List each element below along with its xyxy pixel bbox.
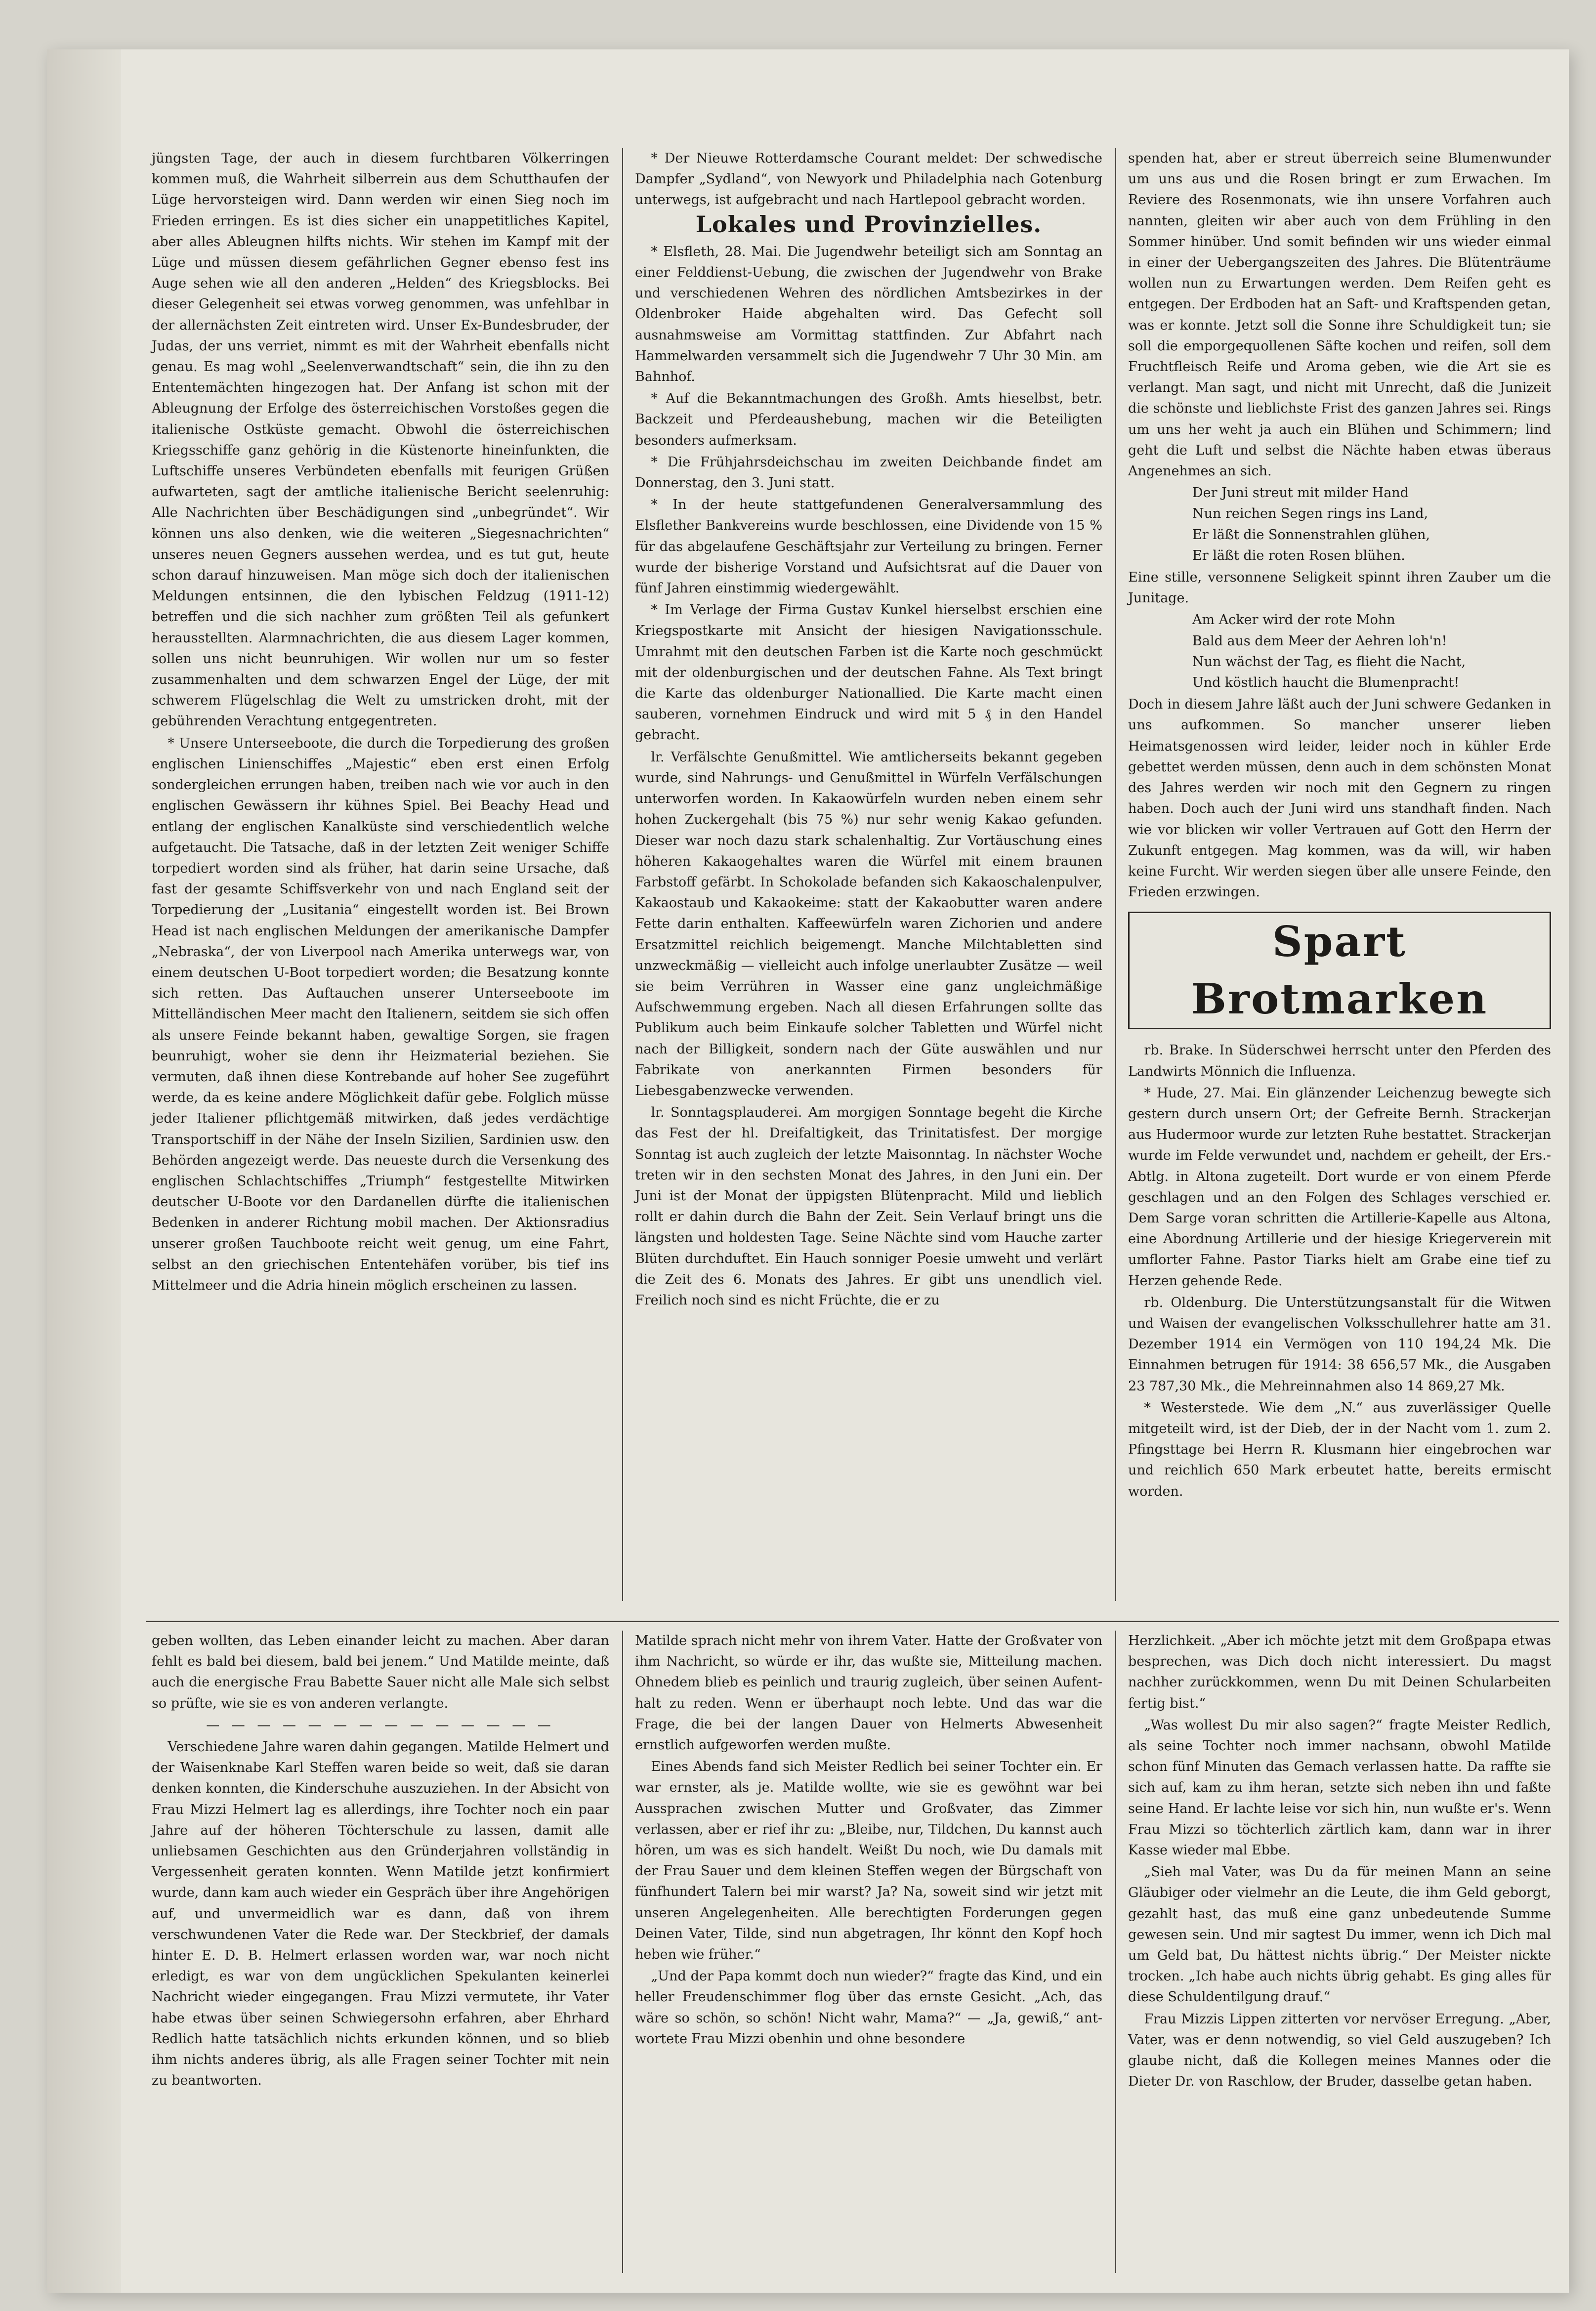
poem-stanza xyxy=(1192,483,1551,566)
article-paragraph: * Westerstede. Wie dem „N.“ aus zuverlässiger Quelle mitgeteilt wird, ist der Dieb, der in der Nacht vom 1. zum 2. Pfingsttage bei Herrn R. Klusmann hier eingebrochen war und reichlich 650 Mark erbeutet hatte, bereits ermischt worden. xyxy=(1128,1400,1551,1499)
story-paragraph: Verschiedene Jahre waren dahin gegangen. Matilde Helmert und der Waisenknabe Karl Steffen waren beide so weit, daß sie daran denken konnten, die Kinderschuhe auszuziehen. In der Absicht von Frau Mizzi Helmert lag es allerdings, ihre Tochter noch ein paar Jahre auf der höheren Töchterschule zu lassen, damit alle unliebsamen Geschichten aus den Gründerjahren vollständig in Vergessenheit geraten konnten. Wenn Matilde jetzt konfirmiert wurde, dann kam auch wieder ein Gespräch über ihre Angehörigen auf, und unvermeidlich war es dann, daß von ihrem verschwundenen Vater die Rede war. Der Steckbrief, der damals hinter E. D. B. Helmert erlassen worden war, war noch nicht erledigt, es war von dem ungücklichen Spekulanten keinerlei Nachricht wieder eingegangen. Frau Mizzi vermutete, ihr Vater habe etwas über seinen Schwiegersohn erfahren, aber Ehrhard Redlich hatte tatsächlich nichts erkunden können, und so blieb ihm nichts anderes übrig, als alle Fragen seiner Tochter mit nein zu beantworten. xyxy=(152,1739,609,2089)
poem-line: Und köstlich haucht die Blumenpracht! xyxy=(1192,675,1460,691)
newspaper-page xyxy=(47,49,1569,2293)
poem-line: Nun wächst der Tag, es flieht die Nacht, xyxy=(1192,654,1466,670)
story-paragraph: „Sieh mal Vater, was Du da für meinen Mann an seine Gläubiger oder vielmehr an die Leute, die ihm Geld geborgt, gezahlt hast, das muß eine ganz unbedeutende Summe gewesen sein. Und mir sagtest Du immer, wenn ich Dich mal um Geld bat, Du hättest nichts übrig.“ Der Meister nickte trocken. „Ich habe auch nichts übrig gehabt. Es ging alles für diese Schuldentilgung drauf.“ xyxy=(1128,1864,1551,2005)
poem-line: Bald aus dem Meer der Aehren loh'n! xyxy=(1192,633,1447,649)
column-divider xyxy=(622,1631,623,2273)
poem-line: Er läßt die roten Rosen blühen. xyxy=(1192,547,1405,563)
article-paragraph: * Unsere Unterseeboote, die durch die Torpedierung des großen englischen Linienschiffes „Majestic“ eben erst einen Erfolg sondergleichen errungen haben, treiben nach wie vor auch in den englischen Gewässern ihr kühnes Spiel. Bei Beachy Head und entlang der englischen Kanalküste sind verschiedentlich welche aufgetaucht. Die Tatsache, daß in der letzten Zeit weniger Schiffe torpediert worden sind als früher, hat darin seine Ursache, daß fast der gesamte Schiffsverkehr von und nach England seit der Torpedierung der „Lusitania“ eingestellt worden ist. Bei Brown Head ist nach englischen Meldungen der amerikanische Dampfer „Nebraska“, der von Liverpool nach Amerika unterwegs war, von einem deutschen U-Boot torpediert worden; die Besatzung konnte sich retten. Das Auftauchen unserer Unterseeboote im Mittelländischen Meer macht den Italienern, seitdem sie sich offen als unsere Feinde bekannt haben, gewaltige Sorgen, sie fragen beunruhigt, woher sie denn ihr Heizmaterial beziehen. Sie vermuten, daß ihnen diese Kontrebande auf hoher See zugeführt werde, da es keine andere Möglichkeit dafür gebe. Folglich müsse jeder Italiener pflichtgemäß mitwirken, daß jedes verdächtige Transportschiff in der Nähe der Inseln Sizilien, Sardinien usw. den Behörden angezeigt werde. Das neueste durch die Versenkung des englischen Schlachtschiffes „Triumph“ festgestellte Mitwirken deutscher U-Boote vor den Dardanellen dürfte die italienischen Bedenken in anderer Richtung mobil machen. Der Aktionsradius unserer großen Tauchboote reicht weit genug, um eine Fahrt, selbst an den griechischen Ententehäfen vorüber, bis tief ins Mittelmeer und die Adria hinein möglich erscheinen zu lassen. xyxy=(152,735,609,1293)
poem-line: Er läßt die Sonnenstrahlen glühen, xyxy=(1192,527,1430,543)
column-1 xyxy=(146,148,615,1611)
column-divider xyxy=(1115,1631,1116,2273)
story-paragraph: geben wollten, das Leben einander leicht zu machen. Aber daran fehlt es bald bei diesem, bald bei jenem.“ Und Matilde meinte, daß auch die energische Frau Babette Sauer nicht alle Male sich selbst so prüfte, wie sie es von anderen verlangte. xyxy=(152,1633,609,1711)
story-paragraph: Frau Mizzis Lippen zitterten vor nervöser Erregung. „Aber, Vater, was er denn notwendig, so viel Geld auszugeben? Ich glaube nicht, daß die Kollegen meines Mannes oder die Dieter Dr. von Raschlow, der Bruder, dasselbe getan haben. xyxy=(1128,2011,1551,2090)
article-paragraph: jüngsten Tage, der auch in diesem furchtbaren Völkerringen kommen muß, die Wahrheit silberrein aus dem Schutthaufen der Lüge hervorsteigen wird. Dann werden wir einen Sieg noch im Frieden erringen. Es ist dies sicher ein unappetitliches Kapitel, aber alles Ableugnen hilfts nichts. Wir stehen im Kampf mit der Lüge und müssen diesem gefährlichen Gegner ebenso fest ins Auge sehen wie all den anderen „Helden“ des Kriegsblocks. Bei dieser Gelegenheit sei etwas vorweg genommen, was unfehlbar in der allernächsten Zeit eintreten wird. Unser Ex-Bundesbruder, der Judas, der uns verriet, nimmt es mit der Wahrheit ebenfalls nicht genau. Es mag wohl „Seelenverwandtschaft“ sein, die ihn zu den Ententemächten hingezogen hat. Der Anfang ist schon mit der Ableugnung der Erfolge des österreichischen Vorstoßes gegen die italienische Ostküste gemacht. Obwohl die österreichischen Kriegsschiffe ganz gehörig in die Küstenorte hineinfunkten, die Luftschiffe unseres Verbündeten ebenfalls mit feurigen Grüßen aufwarteten, sagt der amtliche italienische Bericht seelenruhig: Alle Nachrichten über Beschädigungen sind „unbegründet“. Wir können uns also denken, wie die weiteren „Siegesnachrichten“ unseres neuen Gegners aussehen werdea, und es tut gut, heute schon darauf hinzuweisen. Man möge sich doch der italienischen Meldungen entsinnen, die den lybischen Feldzug (1911-12) betreffen und die sich nachher zum größten Teil als gefunkert herausstellten. Alarmnachrichten, die aus diesem Lager kommen, sollen uns nicht beunruhigen. Wir wollen nur um so fester zusammenhalten und dem schwarzen Engel der Lüge, der mit schwerem Flügelschlag die Welt zu umstricken droht, mit der gebührenden Verachtung entgegentreten. xyxy=(152,151,609,729)
article-paragraph: * Elsfleth, 28. Mai. Die Jugendwehr beteiligt sich am Sonntag an einer Felddienst-Uebung, die zwischen der Jugendwehr von Brake und verschiedenen Wehren des nördlichen Amtsbezirkes in der Oldenbroker Haide abgehalten wird. Das Gefecht soll ausnahmsweise am Vormittag stattfinden. Zur Abfahrt nach Hammelwarden versammelt sich die Jugendwehr 7 Uhr 30 Min. am Bahnhof. xyxy=(635,244,1102,385)
column-3 xyxy=(1122,148,1557,1611)
feuilleton-column-2 xyxy=(629,1631,1108,2283)
feuilleton-divider xyxy=(146,1621,1559,1622)
article-paragraph: * Der Nieuwe Rotterdamsche Courant meldet: Der schwedische Dampfer „Sydland“, von Newyork und Philadelphia nach Gotenburg unterwegs, ist aufgebracht und nach Hartlepool gebracht worden. xyxy=(635,151,1102,208)
article-paragraph: rb. Brake. In Süderschwei herrscht unter den Pferden des Landwirts Mönnich die Influenza. xyxy=(1128,1043,1551,1079)
article-paragraph: lr. Sonntagsplauderei. Am morgigen Sonntage begeht die Kirche das Fest der hl. Dreifaltigkeit, das Trinitatisfest. Der morgige Sonntag ist auch zugleich der letzte Maisonntag. In nächster Woche treten wir in den sechsten Monat des Jahres, in den Juni ein. Der Juni ist der Monat der üppigsten Blütenpracht. Mild und lieblich rollt er dahin durch die Bahn der Zeit. Sein Verlauf bringt uns die längsten und holdesten Tage. Seine Nächte sind vom Hauche zarter Blüten durchduftet. Ein Hauch sonniger Poesie umweht und verlärt die Zeit des 6. Monats des Jahres. Er gibt uns unendlich viel. Freilich noch sind es nicht Früchte, die er zu xyxy=(635,1105,1102,1308)
article-paragraph: spenden hat, aber er streut überreich seine Blumenwunder um uns aus und die Rosen bringt er zum Erwachen. Im Reviere des Rosenmonats, wie ihn unsere Vorfahren auch nannten, gleiten wir aber auch von dem Frühling in den Sommer hinüber. Und somit befinden wir uns wieder einmal in einer der Uebergangszeiten des Jahres. Die Blütenträume wollen nun zu Erwartungen werden. Dem Reifen geht es entgegen. Der Erdboden hat an Saft- und Kraftspenden getan, was er konnte. Jetzt soll die Sonne ihre Schuldigkeit tun; sie soll die emporgequollenen Säfte kochen und reifen, soll dem Fruchtfleisch Reife und Aroma geben, wie die Art sie es verlangt. Man sagt, und nicht mit Unrecht, daß die Junizeit die schönste und lieblichste Frist des ganzen Jahres sei. Rings um uns her weht ja auch ein Blühen und Schimmern; lind geht die Luft und selbst die Nächte haben etwas überaus Angenehmes an sich. xyxy=(1128,151,1551,479)
article-paragraph: rb. Oldenburg. Die Unterstützungsanstalt für die Witwen und Waisen der evangelischen Volksschullehrer hatte am 31. Dezember 1914 ein Vermögen von 110 194,24 Mk. Die Einnahmen betrugen für 1914: 38 656,57 Mk., die Ausgaben 23 787,30 Mk., die Mehreinnahmen also 14 869,27 Mk. xyxy=(1128,1295,1551,1394)
article-paragraph: * In der heute stattgefundenen Generalversammlung des Elsflether Bankvereins wurde beschlossen, eine Dividende von 15 % für das abgelaufene Geschäftsjahr zur Verteilung zu bringen. Ferner wurde der bisherige Vorstand und Aufsichtsrat auf die Dauer von fünf Jahren einstimmig wiedergewählt. xyxy=(635,497,1102,596)
poem-line: Am Acker wird der rote Mohn xyxy=(1192,612,1395,628)
article-paragraph: * Hude, 27. Mai. Ein glänzender Leichenzug bewegte sich gestern durch unsern Ort; der Gefreite Bernh. Strackerjan aus Hudermoor wurde zur letzten Ruhe bestattet. Strackerjan wurde im Felde verwundet und, nachdem er geheilt, der Ers.-Abtlg. in Altona zugeteilt. Dort wurde er von einem Pferde geschlagen und an den Folgen des Schlages verschied er. Dem Sarge voran schritten die Artillerie-Kapelle aus Altona, eine Abordnung Artillerie und der hiesige Kriegerverein mit umflorter Fahne. Pastor Tiarks hielt am Grabe eine tief zu Herzen gehende Rede. xyxy=(1128,1085,1551,1289)
story-paragraph: Matilde sprach nicht mehr von ihrem Vater. Hatte der Großvater von ihm Nachricht, so würde er ihr, das wußte sie, Mitteilung machen. Ohnedem blieb es peinlich und traurig zugleich, über seinen Aufenthalt zu reden. Wenn er überhaupt noch lebte. Und das war die Frage, die bei der langen Dauer von Helmerts Abwesenheit ernstlich aufgeworfen werden mußte. xyxy=(635,1633,1102,1753)
page-gutter xyxy=(47,49,121,2293)
story-paragraph: „Und der Papa kommt doch nun wieder?“ fragte das Kind, und ein heller Freudenschimmer flog über das ernste Gesicht. „Ach, das wäre so schön, so schön! Nicht wahr, Mama?“ — „Ja, gewiß,“ antwortete Frau Mizzi obenhin und ohne besondere xyxy=(635,1969,1102,2047)
column-divider xyxy=(622,148,623,1601)
article-paragraph: * Auf die Bekanntmachungen des Großh. Amts hieselbst, betr. Backzeit und Pferdeaushebung, machen wir die Beteiligten besonders aufmerksam. xyxy=(635,391,1102,448)
story-paragraph: Eines Abends fand sich Meister Redlich bei seiner Tochter ein. Er war ernster, als je. Matilde wollte, wie sie es gewöhnt war bei Aussprachen zwischen Mutter und Großvater, das Zimmer verlassen, aber er rief ihr zu: „Bleibe, nur, Tildchen, Du kannst auch hören, um was es sich handelt. Weißt Du noch, wie Du damals mit der Frau Sauer und dem kleinen Steffen wegen der Bürgschaft von fünfhundert Talern bei mir warst? Ja? Na, soweit sind wir jetzt mit unseren Angelegenheiten. Alle berechtigten Forderungen gegen Deinen Vater, Tilde, sind nun abgetragen, Ihr könnt den Kopf hoch heben wie früher.“ xyxy=(635,1759,1102,1963)
story-paragraph: Herzlichkeit. „Aber ich möchte jetzt mit dem Großpapa etwas besprechen, was Dich doch nicht interessiert. Du magst nachher zurückkommen, wenn Du mit Deinen Schularbeiten fertig bist.“ xyxy=(1128,1633,1551,1711)
article-paragraph: lr. Verfälschte Genußmittel. Wie amtlicherseits bekannt gegeben wurde, sind Nahrungs- und Genußmittel in Würfeln Verfälschungen unterworfen worden. In Kakaowürfeln wurden neben einem sehr hohen Zuckergehalt (bis 75 %) nur sehr wenig Kakao gefunden. Dieser war noch dazu stark schalenhaltig. Zur Vortäuschung eines höheren Kakaogehaltes waren die Würfel mit einem braunen Farbstoff gefärbt. In Schokolade befanden sich Kakaoschalenpulver, Kakaostaub und Kakaokeime: statt der Kakaobutter waren andere Fette darin enthalten. Kaffeewürfeln waren Zichorien und andere Ersatzmittel reichlich beigemengt. Manche Milchtabletten sind unzweckmäßig — vielleicht auch infolge unerlaubter Zusätze — weil sie beim Verrühren in Wasser eine ganz ungleichmäßige Aufschwemmung ergeben. Nach all diesen Erfahrungen sollte das Publikum auch beim Einkaufe solcher Tabletten und Würfel nicht nach der Billigkeit, sondern nach der Güte auswählen und nur Fabrikate von anerkannten Firmen besonders für Liebesgabenzwecke verwenden. xyxy=(635,749,1102,1098)
article-paragraph: Eine stille, versonnene Seligkeit spinnt ihren Zauber um die Junitage. xyxy=(1128,570,1551,606)
brotmarken-banner: Spart Brotmarken xyxy=(1128,912,1551,1029)
poem-stanza xyxy=(1192,610,1551,693)
column-divider xyxy=(1115,148,1116,1601)
article-paragraph: * Im Verlage der Firma Gustav Kunkel hierselbst erschien eine Kriegspostkarte mit Ansicht der hiesigen Navigationsschule. Umrahmt mit den deutschen Farben ist die Karte noch geschmückt mit der oldenburgischen und der deutschen Fahne. Als Text bringt die Karte das oldenburger Nationallied. Die Karte macht einen sauberen, vornehmen Eindruck und wird mit 5 ₰ in den Handel gebracht. xyxy=(635,602,1102,743)
column-2 xyxy=(629,148,1108,1611)
article-paragraph: * Die Frühjahrsdeichschau im zweiten Deichbande findet am Donnerstag, den 3. Juni statt. xyxy=(635,454,1102,491)
story-separator: — — — — — — — — — — — — — — xyxy=(206,1717,555,1733)
poem-line: Nun reichen Segen rings ins Land, xyxy=(1192,506,1428,522)
story-paragraph: „Was wollest Du mir also sagen?“ fragte Meister Redlich, als seine Tochter noch immer nachsann, obwohl Matilde schon fünf Minuten das Gemach verlassen hatte. Da raffte sie sich auf, kam zu ihm heran, setzte sich neben ihn und faßte seine Hand. Er lachte leise vor sich hin, nun wußte er's. Wenn Frau Mizzi so töchterlich zärtlich kam, dann war in ihrer Kasse wieder mal Ebbe. xyxy=(1128,1717,1551,1858)
article-paragraph: Doch in diesem Jahre läßt auch der Juni schwere Gedanken in uns aufkommen. So mancher unserer lieben Heimatsgenossen wird leider, leider noch in kühler Erde gebettet werden müssen, denn auch in dem schönsten Monat des Jahres werden wir noch mit den Gegnern zu ringen haben. Doch auch der Juni wird uns standhaft finden. Nach wie vor blicken wir voller Vertrauen auf Gott den Herrn der Zukunft entgegen. Mag kommen, was da will, wir haben keine Furcht. Wir werden siegen über alle unsere Feinde, den Frieden erzwingen. xyxy=(1128,697,1551,900)
poem-line: Der Juni streut mit milder Hand xyxy=(1192,485,1409,501)
feuilleton-column-3 xyxy=(1122,1631,1557,2283)
feuilleton-column-1 xyxy=(146,1631,615,2283)
section-heading: Lokales und Provinzielles. xyxy=(695,210,1042,238)
